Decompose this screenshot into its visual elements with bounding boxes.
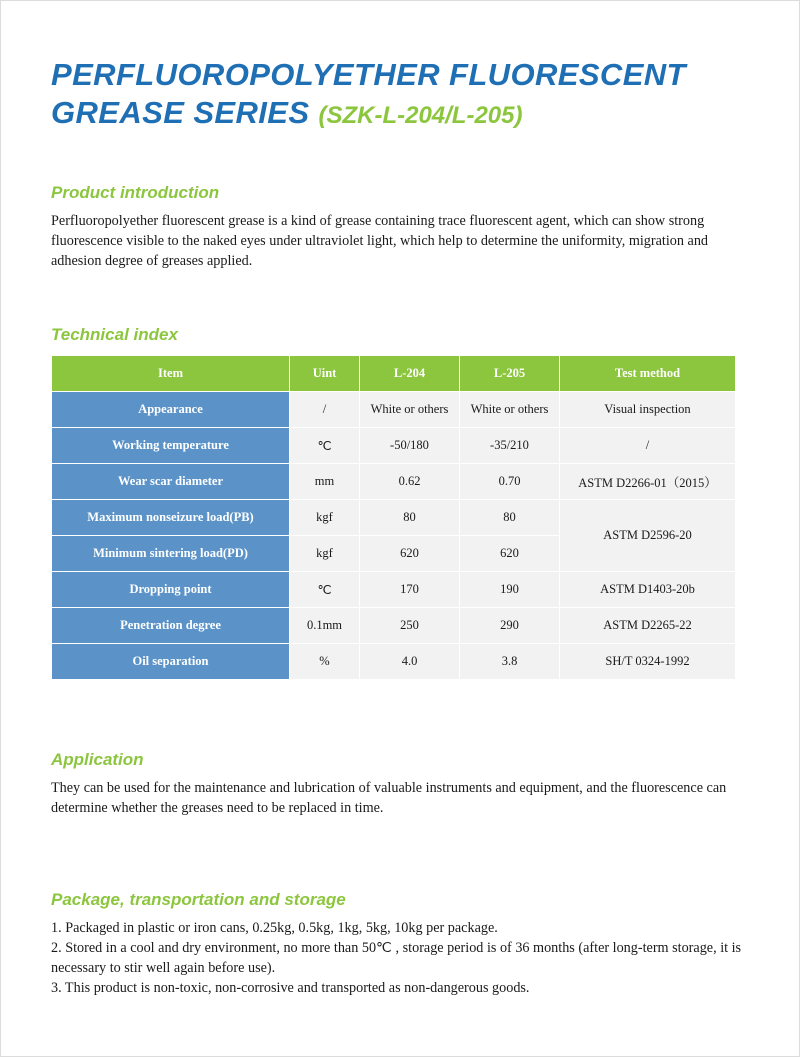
- table-cell-method: SH/T 0324-1992: [560, 644, 736, 680]
- heading-application: Application: [51, 750, 144, 769]
- package-list: [51, 918, 749, 998]
- table-cell-item: Working temperature: [52, 428, 290, 464]
- table-cell-l205: 3.8: [460, 644, 560, 680]
- heading-product-introduction: Product introduction: [51, 183, 220, 202]
- table-cell-item: Wear scar diameter: [52, 464, 290, 500]
- table-row: [52, 608, 736, 644]
- table-row: [52, 464, 736, 500]
- table-header-item: Item: [52, 356, 290, 392]
- page-title-code: (SZK-L-204/L-205): [318, 102, 523, 129]
- heading-package-transportation-storage: Package, transportation and storage: [51, 890, 346, 909]
- table-cell-item: Minimum sintering load(PD): [52, 536, 290, 572]
- table-cell-unit: ℃: [290, 428, 360, 464]
- table-row: [52, 428, 736, 464]
- table-cell-method: Visual inspection: [560, 392, 736, 428]
- table-cell-unit: kgf: [290, 536, 360, 572]
- table-row: [52, 572, 736, 608]
- table-cell-l204: White or others: [360, 392, 460, 428]
- table-cell-method: ASTM D2265-22: [560, 608, 736, 644]
- table-cell-item: Dropping point: [52, 572, 290, 608]
- page-title-main: PERFLUOROPOLYETHER FLUORESCENT GREASE SERIES: [51, 57, 686, 130]
- section-product-introduction: [51, 183, 749, 271]
- table-cell-method: ASTM D1403-20b: [560, 572, 736, 608]
- table-header-l204: L-204: [360, 356, 460, 392]
- table-header-method: Test method: [560, 356, 736, 392]
- text-product-introduction: Perfluoropolyether fluorescent grease is a kind of grease containing trace fluorescent agent, which can show strong fluorescence visible to the naked eyes under ultraviolet light, which help to determine the uniformity, migration and adhesion degree of greases applied.: [51, 213, 709, 269]
- package-list-item: 3. This product is non-toxic, non-corrosive and transported as non-dangerous goods.: [51, 980, 530, 996]
- table-cell-method: ASTM D2266-01（2015）: [560, 464, 736, 500]
- table-header-row: [52, 356, 736, 392]
- table-cell-l205: 190: [460, 572, 560, 608]
- table-cell-l205: 620: [460, 536, 560, 572]
- table-cell-method: /: [560, 428, 736, 464]
- package-list-item: 2. Stored in a cool and dry environment, no more than 50℃ , storage period is of 36 months (after long-term storage, it is necessary to stir well again before use).: [51, 940, 742, 976]
- table-cell-item: Maximum nonseizure load(PB): [52, 500, 290, 536]
- page-title: [51, 56, 749, 135]
- title-block: [51, 56, 749, 135]
- table-row: [52, 392, 736, 428]
- table-header-unit: Uint: [290, 356, 360, 392]
- table-cell-l204: 0.62: [360, 464, 460, 500]
- text-application: They can be used for the maintenance and lubrication of valuable instruments and equipment, and the fluorescence can determine whether the greases need to be replaced in time.: [51, 780, 727, 816]
- table-row: [52, 500, 736, 536]
- table-header-l205: L-205: [460, 356, 560, 392]
- table-cell-unit: mm: [290, 464, 360, 500]
- table-cell-unit: %: [290, 644, 360, 680]
- table-cell-l204: 170: [360, 572, 460, 608]
- table-cell-item: Oil separation: [52, 644, 290, 680]
- table-cell-l204: 620: [360, 536, 460, 572]
- table-cell-unit: /: [290, 392, 360, 428]
- table-cell-l205: 80: [460, 500, 560, 536]
- table-cell-unit: kgf: [290, 500, 360, 536]
- table-cell-item: Penetration degree: [52, 608, 290, 644]
- table-cell-unit: ℃: [290, 572, 360, 608]
- heading-technical-index: Technical index: [51, 325, 178, 344]
- table-cell-unit: 0.1mm: [290, 608, 360, 644]
- table-cell-l205: 290: [460, 608, 560, 644]
- table-row: [52, 644, 736, 680]
- technical-index-table: [51, 355, 736, 680]
- table-cell-l205: 0.70: [460, 464, 560, 500]
- table-cell-l205: -35/210: [460, 428, 560, 464]
- table-cell-l204: -50/180: [360, 428, 460, 464]
- section-package-transportation-storage: [51, 890, 749, 998]
- table-cell-item: Appearance: [52, 392, 290, 428]
- table-cell-l205: White or others: [460, 392, 560, 428]
- table-cell-l204: 250: [360, 608, 460, 644]
- section-technical-index: [51, 325, 749, 680]
- table-cell-l204: 4.0: [360, 644, 460, 680]
- section-application: [51, 750, 749, 818]
- package-list-item: 1. Packaged in plastic or iron cans, 0.25kg, 0.5kg, 1kg, 5kg, 10kg per package.: [51, 920, 498, 936]
- table-cell-method: ASTM D2596-20: [560, 500, 736, 572]
- table-cell-l204: 80: [360, 500, 460, 536]
